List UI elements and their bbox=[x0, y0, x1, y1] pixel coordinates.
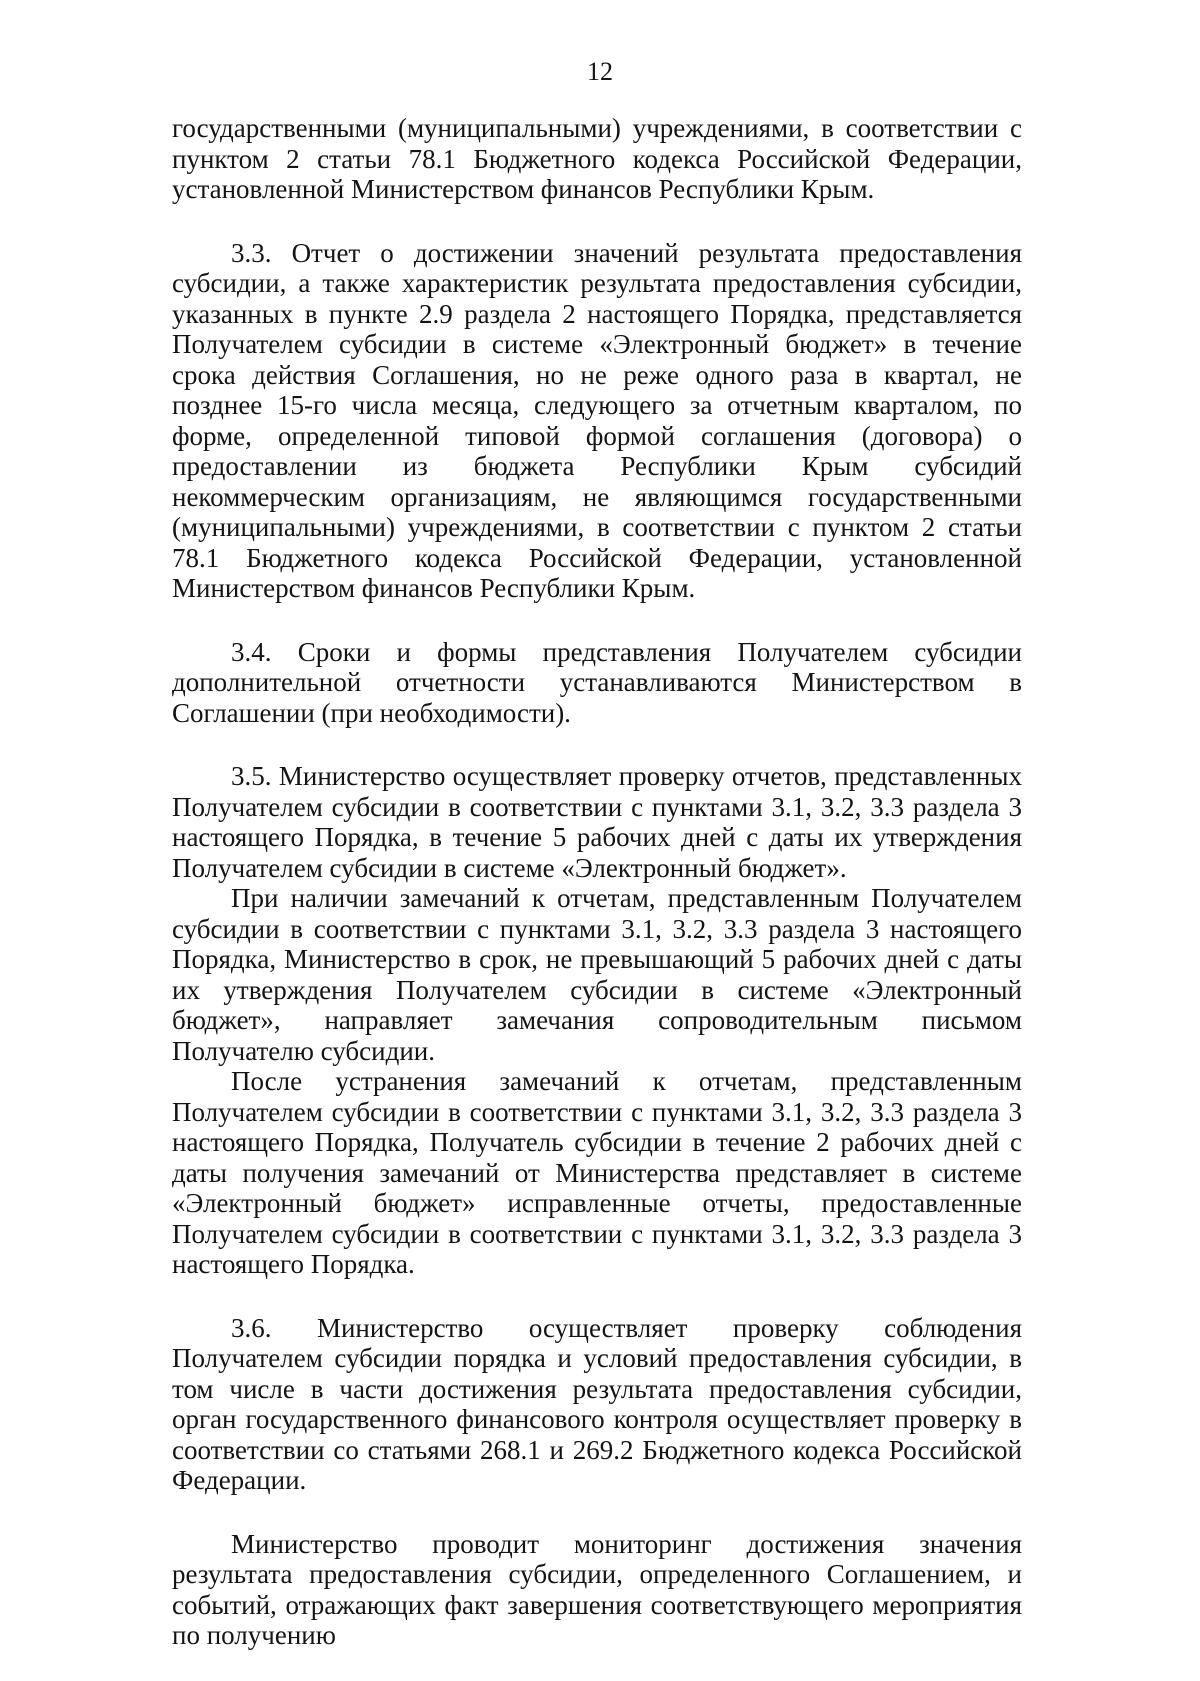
document-body bbox=[172, 113, 1022, 1651]
paragraph-continuation: государственными (муниципальными) учреждениями, в соответствии с пунктом 2 статьи 78.1 Бюджетного кодекса Российской Федерации, установленной Министерством финансов Республики Крым. bbox=[172, 113, 1022, 204]
paragraph-3-5: 3.5. Министерство осуществляет проверку отчетов, представленных Получателем субсидии в соответствии с пунктами 3.1, 3.2, 3.3 раздела 3 настоящего Порядка, в течение 5 рабочих дней с даты их утверждения Получателем субсидии в системе «Электронный бюджет». bbox=[172, 761, 1022, 883]
page-number: 12 bbox=[587, 57, 613, 86]
paragraph-monitoring: Министерство проводит мониторинг достижения значения результата предоставления субсидии, определенного Соглашением, и событий, отражающих факт завершения соответствующего мероприятия по получению bbox=[172, 1528, 1022, 1650]
paragraph-3-3: 3.3. Отчет о достижении значений результата предоставления субсидии, а также характеристик результата предоставления субсидии, указанных в пункте 2.9 раздела 2 настоящего Порядка, представляется Получателем субсидии в системе «Электронный бюджет» в течение срока действия Соглашения, но не реже одного раза в квартал, не позднее 15-го числа месяца, следующего за отчетным кварталом, по форме, определенной типовой формой соглашения (договора) о предоставлении из бюджета Республики Крым субсидий некоммерческим организациям, не являющимся государственными (муниципальными) учреждениями, в соответствии с пунктом 2 статьи 78.1 Бюджетного кодекса Российской Федерации, установленной Министерством финансов Республики Крым. bbox=[172, 237, 1022, 603]
paragraph-3-5-corrections: После устранения замечаний к отчетам, представленным Получателем субсидии в соответствии с пунктами 3.1, 3.2, 3.3 раздела 3 настоящего Порядка, Получатель субсидии в течение 2 рабочих дней с даты получения замечаний от Министерства представляет в системе «Электронный бюджет» исправленные отчеты, предоставленные Получателем субсидии в соответствии с пунктами 3.1, 3.2, 3.3 раздела 3 настоящего Порядка. bbox=[172, 1066, 1022, 1279]
paragraph-3-5-remarks: При наличии замечаний к отчетам, представленным Получателем субсидии в соответствии с пунктами 3.1, 3.2, 3.3 раздела 3 настоящего Порядка, Министерство в срок, не превышающий 5 рабочих дней с даты их утверждения Получателем субсидии в системе «Электронный бюджет», направляет замечания сопроводительным письмом Получателю субсидии. bbox=[172, 883, 1022, 1066]
paragraph-3-4: 3.4. Сроки и формы представления Получателем субсидии дополнительной отчетности устанавливаются Министерством в Соглашении (при необходимости). bbox=[172, 636, 1022, 728]
paragraph-3-6: 3.6. Министерство осуществляет проверку соблюдения Получателем субсидии порядка и условий предоставления субсидии, в том числе в части достижения результата предоставления субсидии, орган государственного финансового контроля осуществляет проверку в соответствии со статьями 268.1 и 269.2 Бюджетного кодекса Российской Федерации. bbox=[172, 1312, 1022, 1495]
